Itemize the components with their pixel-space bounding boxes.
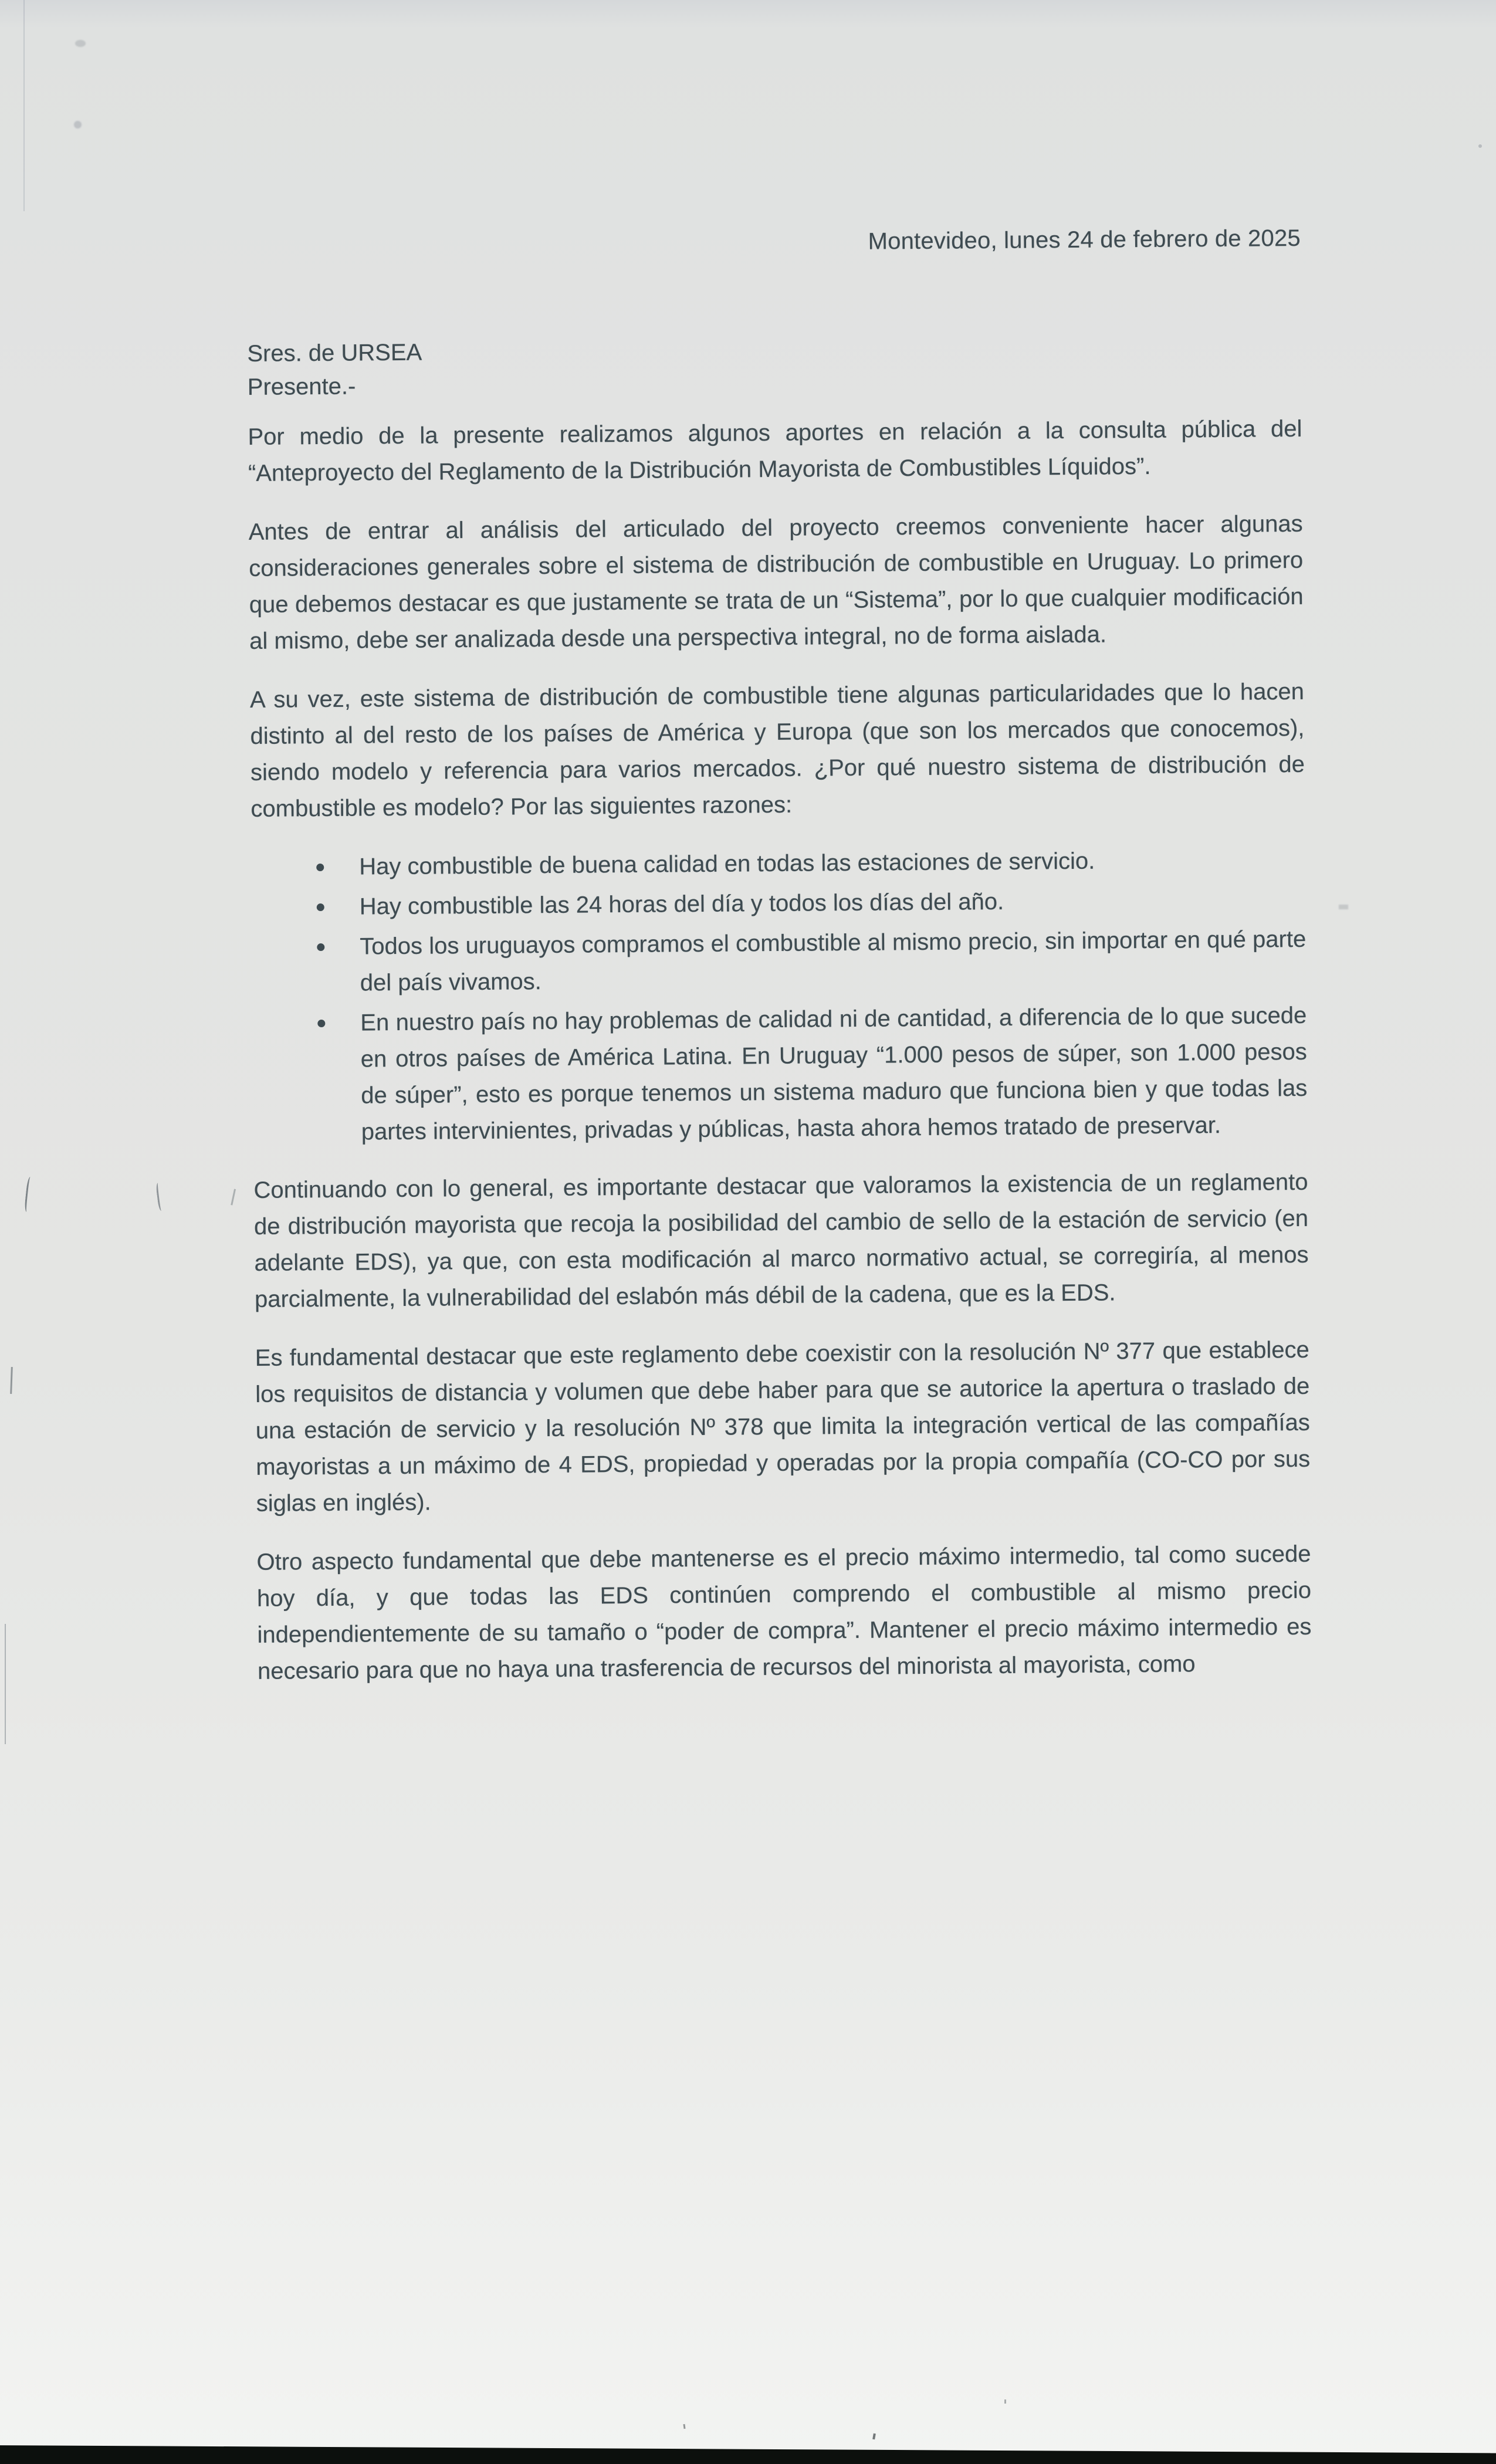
addressee-line: Sres. de URSEA: [247, 339, 422, 367]
bullet-dot: [317, 1020, 325, 1027]
bullet-text: Hay combustible de buena calidad en todas las estaciones de servicio.: [359, 848, 1095, 880]
bullet-text: En nuestro país no hay problemas de calidad ni de cantidad, a diferencia de lo que sucede en otros países de América Latina. En Uruguay “1.000 pesos de súper, son 1.000 pesos de súper”, esto es porque tenemos un sistema maduro que funciona bien y que todas las partes intervinientes, privadas y públicas, hasta ahora hemos tratado de preservar.: [360, 1002, 1308, 1145]
list-item: [251, 841, 1305, 886]
addressee-line: Presente.-: [247, 373, 356, 400]
scan-artifact: [5, 1624, 6, 1744]
letter-body: [248, 411, 1312, 1712]
paragraph: A su vez, este sistema de distribución de combustible tiene algunas particularidades que lo hacen distinto al del resto de los países de América y Europa (que son los mercados que conocemos), siendo modelo y referencia para varios mercados. ¿Por qué nuestro sistema de distribución de combustible es modelo? Por las siguientes razones:: [249, 678, 1305, 822]
reasons-list: [251, 841, 1308, 1151]
paragraph: Es fundamental destacar que este reglamento debe coexistir con la resolución Nº 377 que establece los requisitos de distancia y volumen que debe haber para que se autorice la apertura o traslado de una estación de servicio y la resolución Nº 378 que limita la integración vertical de las compañías mayoristas a un máximo de 4 EDS, propiedad y operadas por la propia compañía (CO-CO por sus siglas en inglés).: [255, 1336, 1311, 1517]
list-item: [252, 881, 1306, 926]
bullet-dot: [316, 864, 324, 871]
bullet-dot: [317, 903, 324, 911]
list-item: [252, 997, 1308, 1151]
paragraph: Antes de entrar al análisis del articulado del proyecto creemos conveniente hacer algunas consideraciones generales sobre el sistema de distribución de combustible en Uruguay. Lo primero que debemos destacar es que justamente se trata de un “Sistema”, por lo que cualquier modificación al mismo, debe ser analizada desde una perspectiva integral, no de forma aislada.: [248, 510, 1304, 654]
bullet-text: Hay combustible las 24 horas del día y todos los días del año.: [359, 888, 1004, 920]
bullet-text: Todos los uruguayos compramos el combustible al mismo precio, sin importar en qué parte del país vivamos.: [360, 926, 1307, 996]
paragraph: Por medio de la presente realizamos algunos aportes en relación a la consulta pública del “Anteproyecto del Reglamento de la Distribución Mayorista de Combustibles Líquidos”.: [248, 415, 1302, 486]
bullet-dot: [317, 943, 324, 951]
paragraph: Otro aspecto fundamental que debe mantenerse es el precio máximo intermedio, tal como sucede hoy día, y que todas las EDS continúen comprendo el combustible al mismo precio independientemente de su tamaño o “poder de compra”. Mantener el precio máximo intermedio es necesario para que no haya una trasferencia de recursos del minorista al mayorista, como: [256, 1541, 1312, 1684]
addressee-block: [247, 329, 1302, 404]
date-line: Montevideo, lunes 24 de febrero de 2025: [868, 225, 1301, 255]
paragraph: Continuando con lo general, es importante destacar que valoramos la existencia de un reglamento de distribución mayorista que recoja la posibilidad del cambio de sello de la estación de servicio (en adelante EDS), ya que, con esta modificación al marco normativo actual, se corregiría, al menos parcialmente, la vulnerabilidad del eslabón más débil de la cadena, que es la EDS.: [253, 1169, 1309, 1312]
list-item: [252, 921, 1307, 1002]
